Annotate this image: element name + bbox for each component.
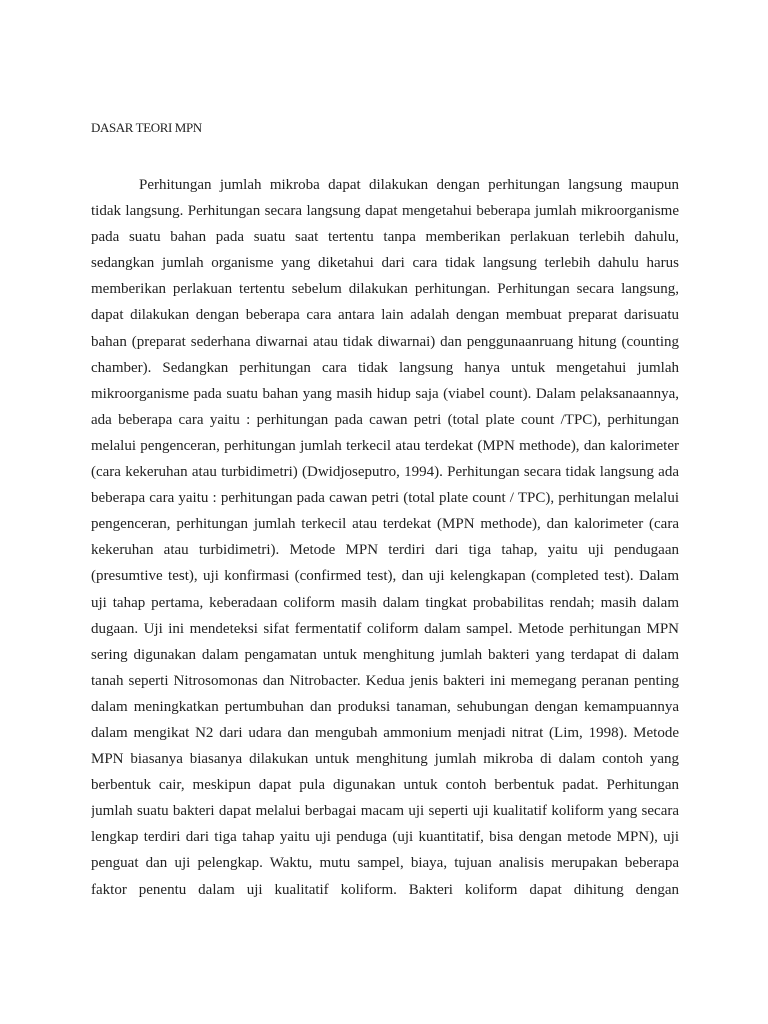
paragraph-line: bahan (preparat sederhana diwarnai atau tidak diwarnai) dan penggunaanruang hitung (counting (91, 333, 679, 350)
paragraph-line: beberapa cara yaitu : perhitungan pada cawan petri (total plate count / TPC), perhitungan melalui (91, 490, 679, 507)
paragraph-line: melalui pengenceran, perhitungan jumlah terkecil atau terdekat (MPN methode), dan kalorimeter (91, 437, 679, 454)
paragraph-line: (cara kekeruhan atau turbidimetri) (Dwidjoseputro, 1994). Perhitungan secara tidak langsung ada (91, 464, 679, 481)
paragraph-line: lengkap terdiri dari tiga tahap yaitu uji penduga (uji kuantitatif, bisa dengan metode MPN), uji (91, 829, 679, 846)
paragraph-line: MPN biasanya biasanya dilakukan untuk menghitung jumlah mikroba di dalam contoh yang (91, 751, 679, 768)
paragraph-line: dugaan. Uji ini mendeteksi sifat fermentatif coliform dalam sampel. Metode perhitungan MPN (91, 620, 679, 637)
paragraph-line: pengenceran, perhitungan jumlah terkecil atau terdekat (MPN methode), dan kalorimeter (cara (91, 516, 679, 533)
paragraph-line: penguat dan uji pelengkap. Waktu, mutu sampel, biaya, tujuan analisis merupakan beberapa (91, 855, 679, 872)
paragraph-line: Perhitungan jumlah mikroba dapat dilakukan dengan perhitungan langsung maupun (139, 177, 679, 193)
paragraph-line: dalam mengikat N2 dari udara dan mengubah ammonium menjadi nitrat (Lim, 1998). Metode (91, 724, 679, 741)
paragraph-line: chamber). Sedangkan perhitungan cara tidak langsung hanya untuk mengetahui jumlah (91, 359, 679, 376)
paragraph-line: berbentuk cair, meskipun dapat pula digunakan untuk contoh berbentuk padat. Perhitungan (91, 777, 679, 794)
paragraph-line: pada suatu bahan pada suatu saat tertentu tanpa memberikan perlakuan terlebih dahulu, (91, 229, 679, 246)
paragraph-line: mikroorganisme pada suatu bahan yang masih hidup saja (viabel count). Dalam pelaksanaannya, (91, 385, 679, 402)
paragraph-line: sedangkan jumlah organisme yang diketahui dari cara tidak langsung terlebih dahulu harus (91, 255, 679, 272)
paragraph-line: kekeruhan atau turbidimetri). Metode MPN terdiri dari tiga tahap, yaitu uji pendugaan (91, 542, 679, 559)
paragraph-line: (presumtive test), uji konfirmasi (confirmed test), dan uji kelengkapan (completed test). Dalam (91, 568, 679, 585)
paragraph-line: memberikan perlakuan tertentu sebelum dilakukan perhitungan. Perhitungan secara langsung, (91, 281, 679, 298)
paragraph-line: ada beberapa cara yaitu : perhitungan pada cawan petri (total plate count /TPC), perhitungan (91, 411, 679, 428)
document-body (91, 172, 679, 903)
paragraph-line: sering digunakan dalam pengamatan untuk menghitung jumlah bakteri yang terdapat di dalam (91, 646, 679, 663)
paragraph-line: jumlah suatu bakteri dapat melalui berbagai macam uji seperti uji kualitatif koliform yang secara (91, 803, 679, 820)
paragraph-line: tidak langsung. Perhitungan secara langsung dapat mengetahui beberapa jumlah mikroorganisme (91, 203, 679, 220)
paragraph-line: dalam meningkatkan pertumbuhan dan produksi tanaman, sehubungan dengan kemampuannya (91, 698, 679, 715)
paragraph-line: uji tahap pertama, keberadaan coliform masih dalam tingkat probabilitas rendah; masih dalam (91, 594, 679, 611)
paragraph-line: faktor penentu dalam uji kualitatif koliform. Bakteri koliform dapat dihitung dengan (91, 881, 679, 898)
paragraph-line: tanah seperti Nitrosomonas dan Nitrobacter. Kedua jenis bakteri ini memegang peranan penting (91, 672, 679, 689)
document-heading: DASAR TEORI MPN (91, 120, 202, 135)
paragraph-line: dapat dilakukan dengan beberapa cara antara lain adalah dengan membuat preparat darisuatu (91, 307, 679, 324)
